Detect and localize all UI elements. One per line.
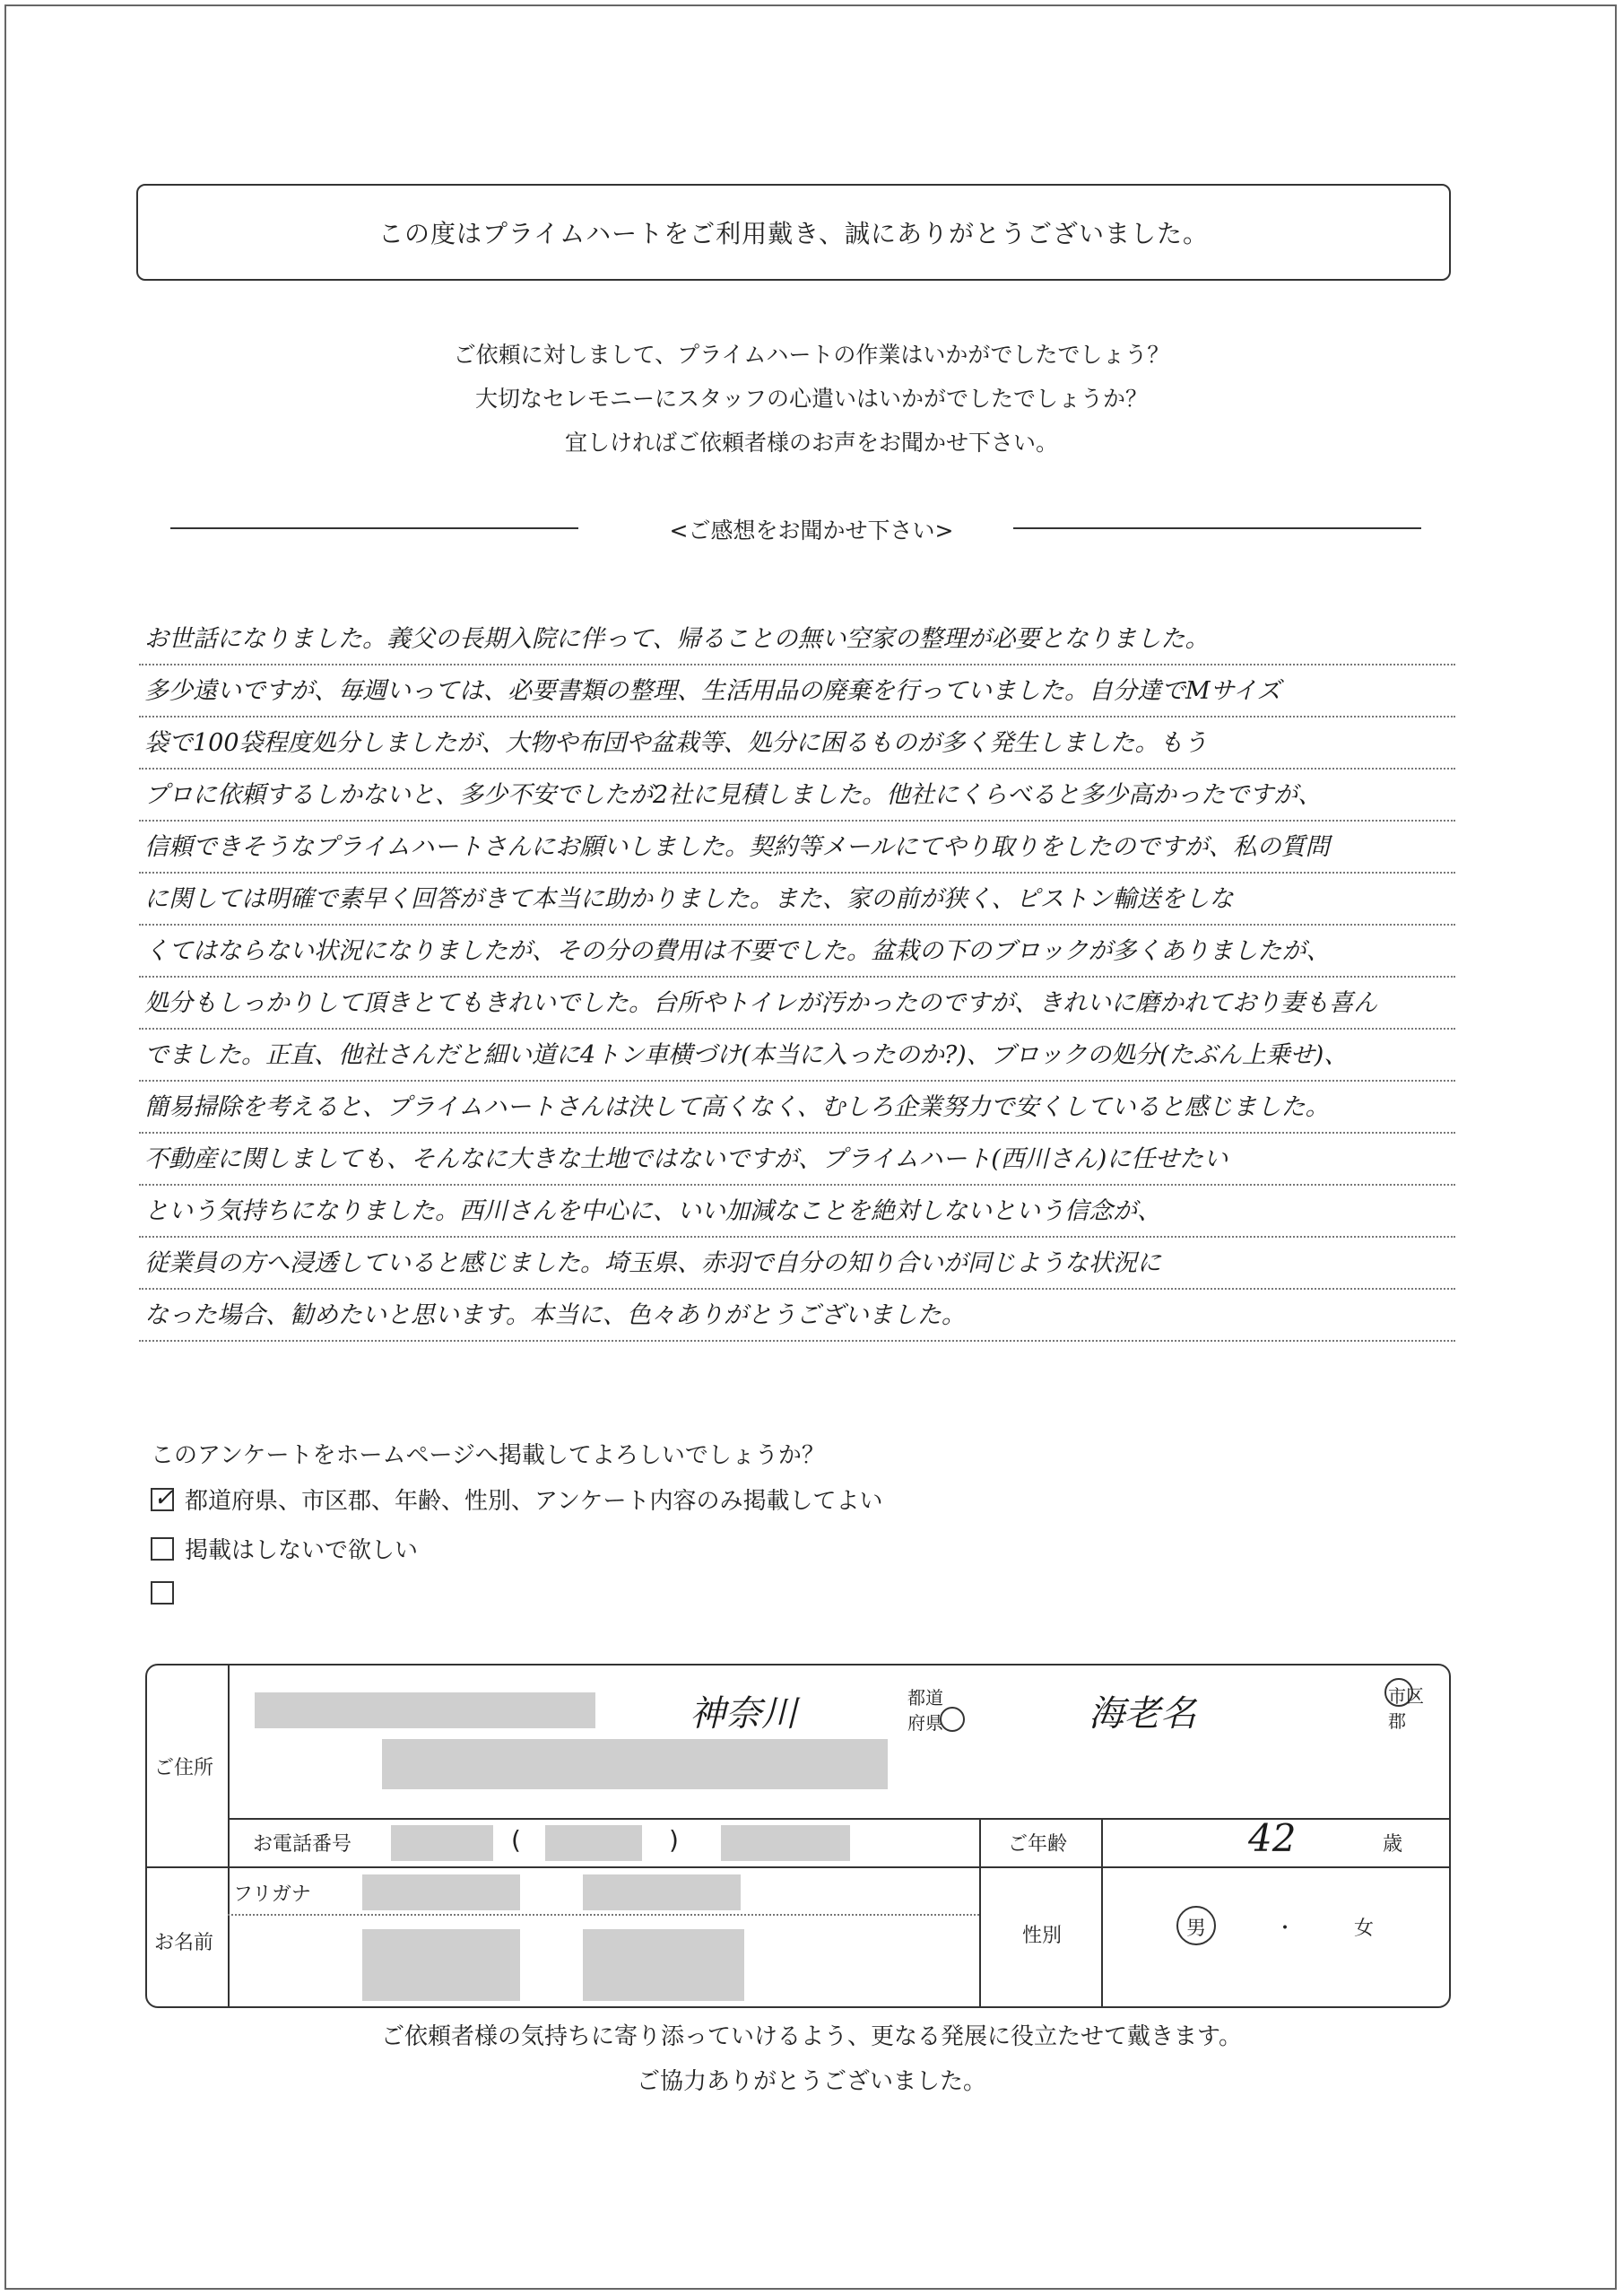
age-value: 42 [1248,1816,1297,1860]
prefecture-selection-circle [940,1707,965,1732]
footer-line-1: ご依頼者様の気持ちに寄り添っていけるよう、更なる発展に役立たせて戴きます。 [381,2023,1242,2050]
gender-value-divider [1101,1866,1103,2006]
publish-option-blank[interactable] [151,1581,185,1605]
city-suffix-bottom: 郡 [1388,1710,1406,1732]
intro-line-3: 宜しければご依頼者様のお声をお聞かせ下さい。 [564,430,1058,456]
feedback-line: プロに依頼するしかないと、多少不安でしたが2社に見積しました。他社にくらべると多少高かったですが、 [139,770,1455,822]
checkbox-blank[interactable] [151,1581,174,1605]
gender-female: 女 [1354,1918,1375,1940]
feedback-line: なった場合、勧めたいと思います。本当に、色々ありがとうございました。 [139,1290,1455,1342]
redacted-given-name [583,1929,744,2001]
feedback-line: に関しては明確で素早く回答がきて本当に助かりました。また、家の前が狭く、ピストン輸送をしな [139,874,1455,926]
feedback-line: 従業員の方へ浸透していると感じました。埼玉県、赤羽で自分の知り合いが同じような状況に [139,1238,1455,1290]
publish-option-deny[interactable] [151,1532,418,1565]
age-label: ご年齢 [1008,1833,1068,1856]
gender-male: 男 [1186,1918,1207,1940]
redacted-furigana-family [362,1874,520,1910]
feedback-line: お世話になりました。義父の長期入院に伴って、帰ることの無い空家の整理が必要となりました。 [139,613,1455,665]
redacted-furigana-given [583,1874,741,1910]
city-value: 海老名 [1089,1693,1196,1735]
prefecture-value: 神奈川 [690,1693,797,1735]
banner-text: この度はプライムハートをご利用戴き、誠にありがとうございました。 [378,219,1210,248]
redacted-family-name [362,1929,520,2001]
phone-close-paren: ) [669,1825,679,1855]
city-suffix-top: 市区 [1388,1685,1424,1707]
furigana-dotted-line [228,1914,979,1916]
intro-line-1: ご依頼に対しまして、プライムハートの作業はいかがでしたでしょう？ [453,342,1170,368]
feedback-line: 不動産に関しましても、そんなに大きな土地ではないですが、プライムハート(西川さん)に任せたい [139,1134,1455,1186]
address-label: ご住所 [154,1757,214,1779]
feedback-line: 袋で100袋程度処分しましたが、大物や布団や盆栽等、処分に困るものが多く発生しました。もう [139,718,1455,770]
feedback-line: という気持ちになりました。西川さんを中心に、いい加減なことを絶対しないという信念が、 [139,1186,1455,1238]
redacted-phone-exchange [545,1825,642,1861]
checkbox-deny[interactable] [151,1537,174,1561]
publish-option-allow[interactable] [151,1483,882,1516]
redacted-postal-code [255,1692,595,1728]
age-left-divider [979,1818,981,2006]
feedback-line: くてはならない状況になりましたが、その分の費用は不要でした。盆栽の下のブロックが多くありましたが、 [139,926,1455,978]
feedback-heading: <ご感想をお聞かせ下さい> [669,517,954,544]
thank-you-banner [136,184,1451,281]
phone-bottom-line [147,1866,1449,1868]
feedback-line: 簡易掃除を考えると、プライムハートさんは決して高くなく、むしろ企業努力で安くしていると感じました。 [139,1082,1455,1134]
check-mark-icon: ✓ [153,1482,175,1512]
prefecture-suffix-bottom: 府県 [907,1712,943,1734]
furigana-label: フリガナ [233,1883,311,1906]
phone-label: お電話番号 [253,1833,352,1856]
feedback-line: でました。正直、他社さんだと細い道に4トン車横づけ(本当に入ったのか?)、ブロックの処分(たぶん上乗せ)、 [139,1030,1455,1082]
redacted-phone-number [721,1825,850,1861]
footer-line-2: ご協力ありがとうございました。 [636,2068,986,2095]
option-label: 掲載はしないで欲しい [185,1537,419,1564]
age-unit: 歳 [1383,1833,1403,1856]
publish-question: このアンケートをホームページへ掲載してよろしいでしょうか？ [151,1442,825,1469]
age-value-divider [1101,1818,1103,1866]
redacted-street-address [382,1739,888,1789]
feedback-line: 信頼できそうなプライムハートさんにお願いしました。契約等メールにてやり取りをしたのですが、私の質問 [139,822,1455,874]
feedback-line: 処分もしっかりして頂きとてもきれいでした。台所やトイレが汚かったのですが、きれいに磨かれており妻も喜ん [139,978,1455,1030]
option-label: 都道府県、市区郡、年齢、性別、アンケート内容のみ掲載してよい [185,1488,883,1515]
checkbox-allow[interactable] [151,1482,175,1512]
name-label: お名前 [154,1932,214,1954]
prefecture-suffix-top: 都道 [907,1687,943,1709]
phone-open-paren: ( [511,1825,521,1855]
gender-label: 性別 [1022,1925,1063,1947]
redacted-phone-area [391,1825,493,1861]
intro-line-2: 大切なセレモニーにスタッフの心遣いはいかがでしたでしょうか？ [474,386,1148,412]
divider-right [1013,527,1421,529]
gender-separator: ・ [1275,1918,1296,1940]
feedback-line: 多少遠いですが、毎週いっては、必要書類の整理、生活用品の廃棄を行っていました。自分達でMサイズ [139,665,1455,718]
customer-info-form [145,1664,1451,2008]
label-column-divider [228,1665,230,2006]
